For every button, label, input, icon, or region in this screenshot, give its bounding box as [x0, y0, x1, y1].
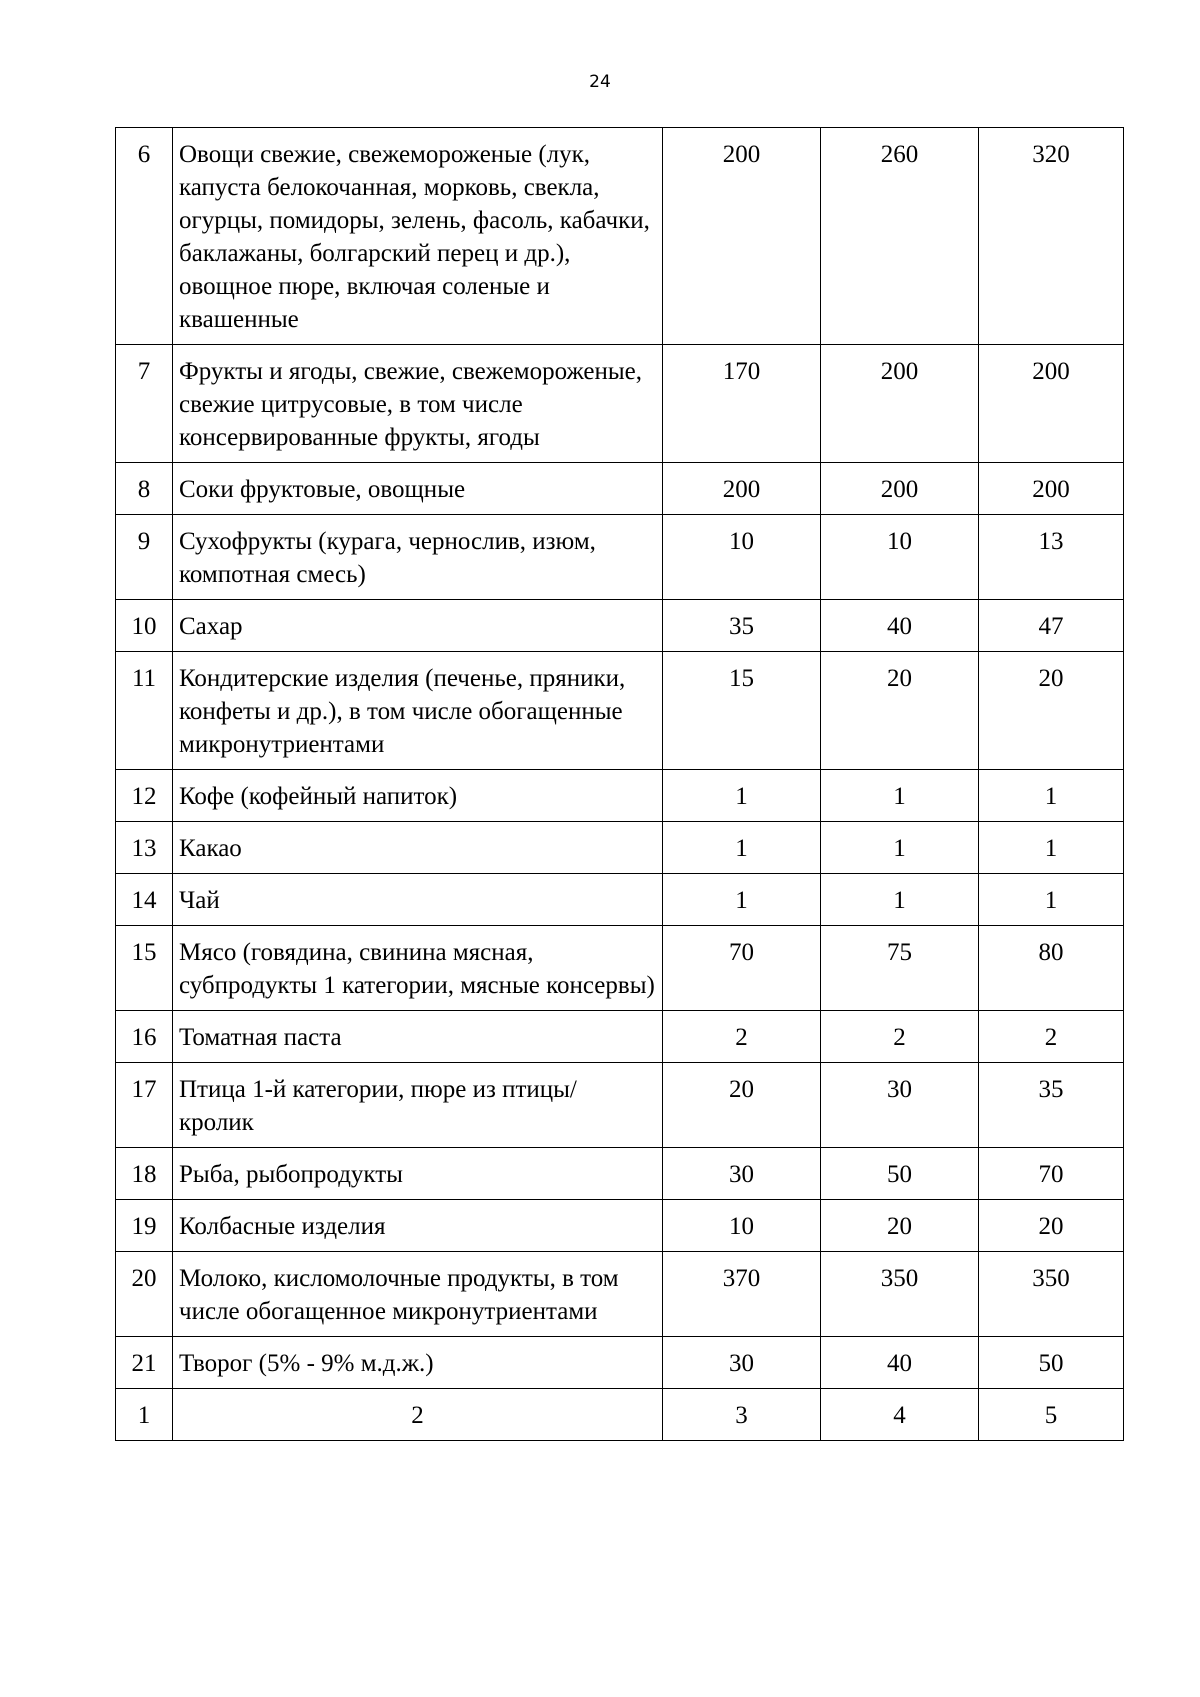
value-col-4: 350	[821, 1252, 979, 1337]
row-number: 8	[116, 463, 173, 515]
value-col-3: 70	[663, 926, 821, 1011]
value-col-4: 20	[821, 1200, 979, 1252]
row-number: 15	[116, 926, 173, 1011]
product-name: Сухофрукты (курага, чернослив, изюм, компотная смесь)	[173, 515, 663, 600]
value-col-5: 50	[979, 1337, 1124, 1389]
row-number: 12	[116, 770, 173, 822]
table-row	[116, 515, 1124, 600]
value-col-3: 15	[663, 652, 821, 770]
value-col-3: 35	[663, 600, 821, 652]
table-row	[116, 1148, 1124, 1200]
table-row	[116, 652, 1124, 770]
value-col-3: 1	[663, 874, 821, 926]
column-numbers-row	[116, 1389, 1124, 1441]
product-name: Фрукты и ягоды, свежие, свежемороженые, свежие цитрусовые, в том числе консервированные фрукты, ягоды	[173, 345, 663, 463]
value-col-5: 350	[979, 1252, 1124, 1337]
product-name: Птица 1-й категории, пюре из птицы/ кролик	[173, 1063, 663, 1148]
row-number: 17	[116, 1063, 173, 1148]
product-name: Томатная паста	[173, 1011, 663, 1063]
product-name: Сахар	[173, 600, 663, 652]
value-col-4: 2	[821, 1011, 979, 1063]
value-col-5: 1	[979, 822, 1124, 874]
table-row	[116, 1252, 1124, 1337]
row-number: 6	[116, 128, 173, 345]
value-col-5: 70	[979, 1148, 1124, 1200]
value-col-4: 200	[821, 463, 979, 515]
product-name: Творог (5% - 9% м.д.ж.)	[173, 1337, 663, 1389]
value-col-3: 10	[663, 515, 821, 600]
value-col-5: 200	[979, 345, 1124, 463]
row-number: 11	[116, 652, 173, 770]
product-name: Кондитерские изделия (печенье, пряники, конфеты и др.), в том числе обогащенные микронутриентами	[173, 652, 663, 770]
value-col-4: 75	[821, 926, 979, 1011]
value-col-4: 260	[821, 128, 979, 345]
table-row	[116, 463, 1124, 515]
row-number: 13	[116, 822, 173, 874]
value-col-3: 2	[663, 1011, 821, 1063]
value-col-5: 20	[979, 1200, 1124, 1252]
value-col-3: 170	[663, 345, 821, 463]
value-col-3: 200	[663, 463, 821, 515]
value-col-5: 200	[979, 463, 1124, 515]
table-row	[116, 1011, 1124, 1063]
row-number: 18	[116, 1148, 173, 1200]
row-number: 20	[116, 1252, 173, 1337]
value-col-4: 30	[821, 1063, 979, 1148]
product-name: Рыба, рыбопродукты	[173, 1148, 663, 1200]
value-col-5: 47	[979, 600, 1124, 652]
value-col-4: 20	[821, 652, 979, 770]
product-name: Какао	[173, 822, 663, 874]
column-number: 3	[663, 1389, 821, 1441]
value-col-3: 20	[663, 1063, 821, 1148]
table-row	[116, 770, 1124, 822]
value-col-5: 35	[979, 1063, 1124, 1148]
row-number: 19	[116, 1200, 173, 1252]
value-col-5: 13	[979, 515, 1124, 600]
table-row	[116, 926, 1124, 1011]
value-col-5: 1	[979, 770, 1124, 822]
product-name: Чай	[173, 874, 663, 926]
value-col-5: 20	[979, 652, 1124, 770]
row-number: 9	[116, 515, 173, 600]
product-name: Мясо (говядина, свинина мясная, субпродукты 1 категории, мясные консервы)	[173, 926, 663, 1011]
value-col-3: 30	[663, 1337, 821, 1389]
product-name: Молоко, кисломолочные продукты, в том числе обогащенное микронутриентами	[173, 1252, 663, 1337]
value-col-4: 1	[821, 770, 979, 822]
table-row	[116, 600, 1124, 652]
row-number: 7	[116, 345, 173, 463]
table-row	[116, 822, 1124, 874]
value-col-5: 2	[979, 1011, 1124, 1063]
value-col-3: 1	[663, 822, 821, 874]
page-number: 24	[589, 72, 611, 92]
value-col-4: 40	[821, 600, 979, 652]
value-col-3: 1	[663, 770, 821, 822]
value-col-4: 40	[821, 1337, 979, 1389]
table-row	[116, 1200, 1124, 1252]
column-number: 2	[173, 1389, 663, 1441]
value-col-3: 30	[663, 1148, 821, 1200]
table-row	[116, 1337, 1124, 1389]
value-col-4: 50	[821, 1148, 979, 1200]
value-col-4: 10	[821, 515, 979, 600]
value-col-4: 1	[821, 822, 979, 874]
value-col-3: 370	[663, 1252, 821, 1337]
product-name: Овощи свежие, свежемороженые (лук, капуста белокочанная, морковь, свекла, огурцы, помидоры, зелень, фасоль, кабачки, баклажаны, болгарский перец и др.), овощное пюре, включая соленые и квашенные	[173, 128, 663, 345]
row-number: 14	[116, 874, 173, 926]
row-number: 10	[116, 600, 173, 652]
value-col-4: 1	[821, 874, 979, 926]
product-name: Колбасные изделия	[173, 1200, 663, 1252]
row-number: 16	[116, 1011, 173, 1063]
value-col-3: 200	[663, 128, 821, 345]
value-col-5: 320	[979, 128, 1124, 345]
product-name: Кофе (кофейный напиток)	[173, 770, 663, 822]
food-norms-table	[115, 127, 1124, 1441]
product-name: Соки фруктовые, овощные	[173, 463, 663, 515]
value-col-5: 1	[979, 874, 1124, 926]
value-col-5: 80	[979, 926, 1124, 1011]
table-row	[116, 1063, 1124, 1148]
column-number: 4	[821, 1389, 979, 1441]
value-col-3: 10	[663, 1200, 821, 1252]
column-number: 5	[979, 1389, 1124, 1441]
column-number: 1	[116, 1389, 173, 1441]
table-row	[116, 128, 1124, 345]
table-row	[116, 874, 1124, 926]
value-col-4: 200	[821, 345, 979, 463]
table-row	[116, 345, 1124, 463]
row-number: 21	[116, 1337, 173, 1389]
